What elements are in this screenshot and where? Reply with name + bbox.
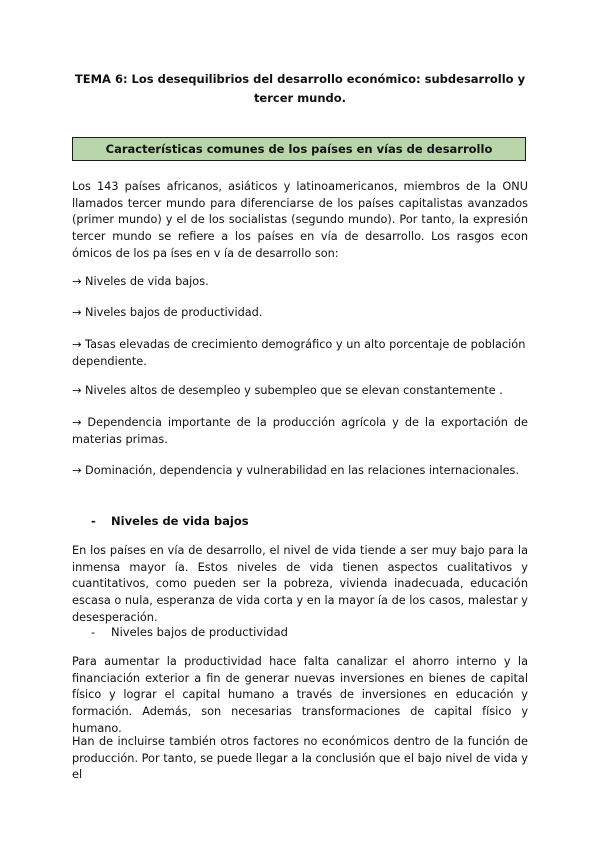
subheading-label: Niveles bajos de productividad xyxy=(111,625,288,639)
paragraph-productividad: Para aumentar la productividad hace falta canalizar el ahorro interno y la financiación exterior a fin de generar nuevas inversiones en bienes de capital físico y lograr el capital humano a través de inversiones en educación y formación. Además, son necesarias transformaciones de capital físico y humano. xyxy=(72,655,528,735)
feature-item: → Niveles de vida bajos. xyxy=(72,275,209,288)
document-title: TEMA 6: Los desequilibrios del desarrollo económico: subdesarrollo y tercer mundo. xyxy=(74,72,526,105)
feature-item: → Tasas elevadas de crecimiento demográfico y un alto porcentaje de población dependiente. xyxy=(72,338,526,368)
bullet-dash: - xyxy=(91,514,96,528)
feature-item: → Niveles altos de desempleo y subempleo que se elevan constantemente . xyxy=(72,384,503,397)
section-header: Características comunes de los países en vías de desarrollo xyxy=(72,137,526,161)
subheading-niveles-vida xyxy=(91,513,249,529)
feature-item: → Dependencia importante de la producción agrícola y de la exportación de materias primas. xyxy=(72,416,528,446)
subheading-label: Niveles de vida bajos xyxy=(111,514,249,528)
bullet-dash: - xyxy=(91,625,96,639)
feature-item: → Dominación, dependencia y vulnerabilidad en las relaciones internacionales. xyxy=(72,464,520,477)
subheading-productividad xyxy=(91,624,288,640)
intro-paragraph: Los 143 países africanos, asiáticos y latinoamericanos, miembros de la ONU llamados tercer mundo para diferenciarse de los países capitalistas avanzados (primer mundo) y el de los socialistas (segundo mundo). Por tanto, la expresión tercer mundo se refiere a los países en vía de desarrollo. Los rasgos econ ómicos de los pa íses en v ía de desarrollo son: xyxy=(72,180,528,260)
feature-item: → Niveles bajos de productividad. xyxy=(72,306,263,319)
paragraph-niveles-vida: En los países en vía de desarrollo, el nivel de vida tiende a ser muy bajo para la inmensa mayor ía. Estos niveles de vida tienen aspectos cualitativos y cuantitativos, como pueden ser la pobreza, vivienda inadecuada, educación escasa o nula, esperanza de vida corta y en la mayor ía de los casos, malestar y desesperación. xyxy=(72,544,528,624)
paragraph-otros-factores: Han de incluirse también otros factores no económicos dentro de la función de producción. Por tanto, se puede llegar a la conclusión que el bajo nivel de vida y el xyxy=(72,735,528,782)
